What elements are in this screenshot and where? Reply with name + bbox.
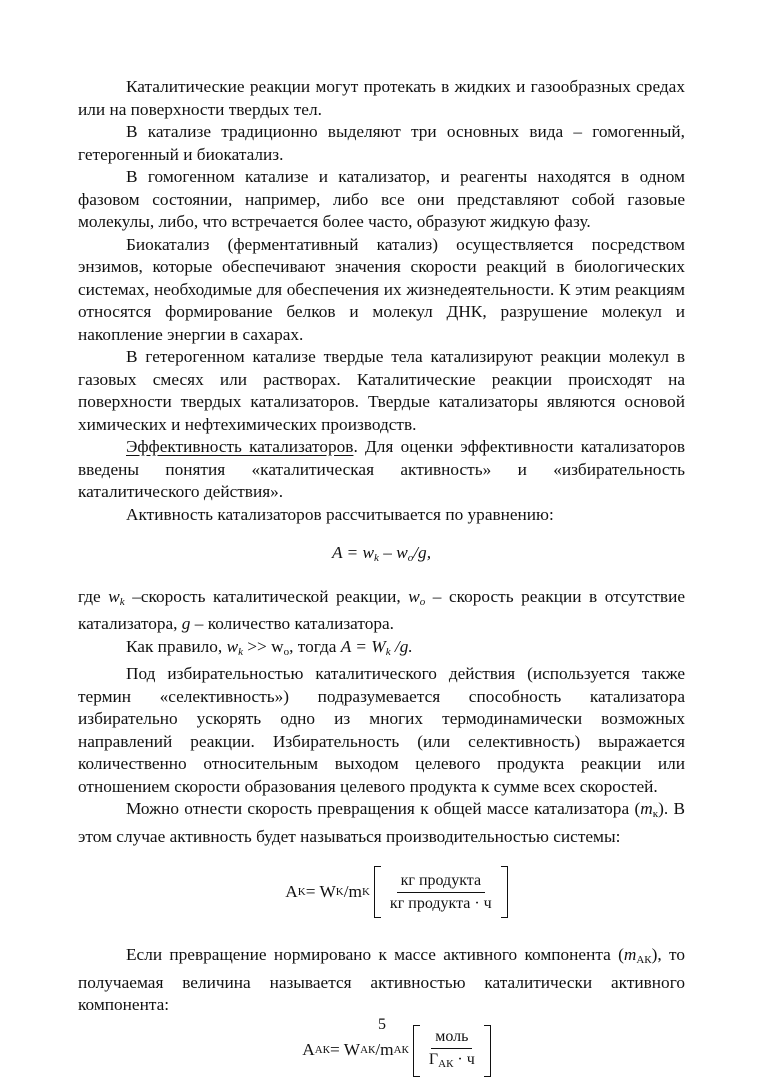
p11-t1: Можно отнести скорость превращения к общей массе катализатора ( xyxy=(126,799,641,818)
p12-sub: АК xyxy=(636,954,652,966)
p11-k: к xyxy=(652,808,659,820)
underlined-heading: Эффективность катализаторов xyxy=(126,437,354,456)
p9-A: A = W xyxy=(340,636,386,656)
f2-wsub: K xyxy=(335,885,344,898)
p12-m: m xyxy=(623,945,637,964)
p8-w: w xyxy=(108,586,120,606)
formula1-o: o xyxy=(407,552,414,564)
f2-denominator: кг продукта · ч xyxy=(389,894,492,912)
p8-t3: – скорость реакции в отсутствие катализатора, xyxy=(78,586,686,633)
paragraph-4: Биокатализ (ферментативный катализ) осуществляется посредством энзимов, которые обеспечивают значения скорости реакций в биологических системах, необходимые для обеспечения их жизнедеятельности. К этим реакциям относятся формирование белков и молекул ДНК, разрушение молекул и накопление энергии в сахарах. xyxy=(78,234,685,344)
p12-t1: Если превращение нормировано к массе активного компонента ( xyxy=(126,945,624,964)
paragraph-9 xyxy=(78,636,685,664)
p11-m: m xyxy=(640,799,653,818)
f3-den-sub: АК xyxy=(438,1058,454,1070)
p9-t4: /g. xyxy=(390,636,413,656)
productivity-formula xyxy=(108,866,685,918)
paragraph-3: В гомогенном катализе и катализатор, и реагенты находятся в одном фазовом состоянии, например, либо все они представляют собой газовые молекулы, либо, что встречается более часто, образуют жидкую фазу. xyxy=(78,167,685,231)
p9-t1: Как правило, xyxy=(126,636,227,656)
p8-w2: w xyxy=(408,586,420,606)
f2-fraction xyxy=(386,870,496,915)
f2-m: /m xyxy=(343,881,362,901)
p11-t2: ). В этом случае активность будет называться производительностью системы: xyxy=(78,799,686,846)
p8-g: g xyxy=(181,614,191,633)
f3-lsub: АК xyxy=(314,1044,330,1057)
f3-den-rest: · ч xyxy=(453,1051,475,1068)
p8-t2: –скорость каталитической реакции, xyxy=(124,586,409,606)
f3-numerator: моль xyxy=(431,1026,472,1049)
document-page xyxy=(78,76,685,1077)
f2-lsub: K xyxy=(297,885,306,898)
paragraph-12 xyxy=(78,944,685,1017)
p9-w: w xyxy=(226,636,239,656)
f3-denominator xyxy=(425,1049,479,1075)
paragraph-10: Под избирательностью каталитического действия (используется также термин «селективность») подразумевается способность катализатора избирательно ускорять одно из многих термодинамически возможных направлений реакции. Избирательность (или селективность) выражается количественно относительным выходом целевого продукта реакции или отношением скорости образования целевого продукта к сумме всех скоростей. xyxy=(78,664,685,796)
f2-lhs: A xyxy=(285,881,298,901)
p9-t2: >> w xyxy=(242,636,284,656)
formula1-a: A = w xyxy=(331,543,375,562)
f3-msub: АК xyxy=(393,1044,409,1057)
paragraph-5: В гетерогенном катализе твердые тела катализируют реакции молекул в газовых смесях или растворах. Каталитические реакции происходят на поверхности твердых катализаторов. Твердые катализаторы являются основой химических и нефтехимических производств. xyxy=(78,347,685,434)
page-number: 5 xyxy=(378,1016,386,1033)
formula1-k: k xyxy=(374,552,379,564)
f3-eq: = W xyxy=(329,1040,361,1060)
f3-lhs: A xyxy=(302,1040,315,1060)
paragraph-1: Каталитические реакции могут протекать в жидких и газообразных средах или на поверхности твердых тел. xyxy=(78,77,685,119)
f3-den-g: Г xyxy=(428,1051,439,1068)
p12-t2: ), то получаемая величина называется активностью каталитически активного компонента: xyxy=(78,945,685,1014)
paragraph-6-text: . Для оценки эффективности катализаторов введены понятия «каталитическая активность» и «избирательность каталитического действия». xyxy=(78,437,685,501)
activity-formula xyxy=(78,542,685,570)
f2-eq: = W xyxy=(305,881,336,901)
paragraph-6 xyxy=(78,436,685,504)
p9-t3: , тогда xyxy=(289,636,341,656)
formula1-minus: – w xyxy=(378,543,408,562)
p8-t1: где xyxy=(78,586,109,606)
p9-k2: k xyxy=(385,645,391,658)
paragraph-2: В катализе традиционно выделяют три основных вида – гомогенный, гетерогенный и биокатализ. xyxy=(78,122,685,164)
f3-m: /m xyxy=(375,1040,394,1060)
p9-k: k xyxy=(238,645,243,658)
p8-t4: – количество катализатора. xyxy=(190,614,394,633)
p8-o: o xyxy=(419,595,426,608)
f2-numerator: кг продукта xyxy=(397,870,485,893)
formula1-end: /g, xyxy=(413,543,432,562)
p9-o: o xyxy=(283,645,290,658)
f2-bracket xyxy=(374,866,508,918)
f2-msub: K xyxy=(361,885,370,898)
paragraph-11 xyxy=(78,798,685,848)
p8-k: k xyxy=(119,595,125,608)
paragraph-8 xyxy=(78,586,685,636)
paragraph-7: Активность катализаторов рассчитывается по уравнению: xyxy=(126,504,554,524)
f3-wsub: АК xyxy=(360,1044,376,1057)
